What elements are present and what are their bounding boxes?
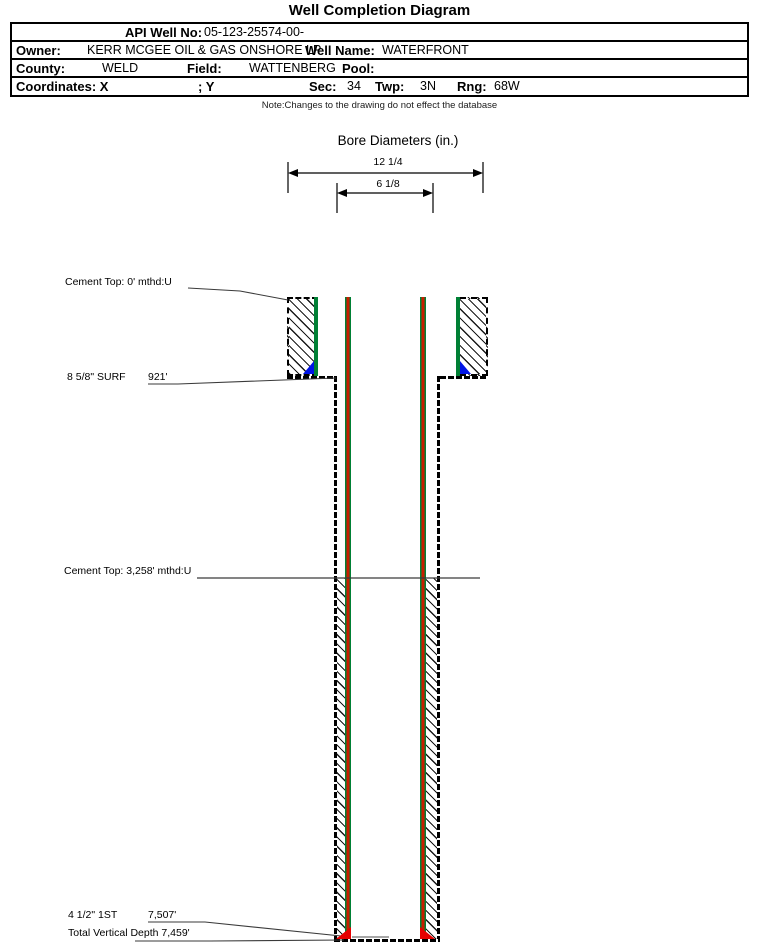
cement-annulus-left [337, 578, 345, 939]
county-value: WELD [102, 61, 139, 75]
well-bottom-line [334, 939, 440, 942]
surface-casing-wall-left [314, 297, 318, 376]
well-name-label: Well Name: [305, 43, 375, 58]
surface-casing-wall-right [456, 297, 460, 376]
cement-top-upper-label: Cement Top: 0' mthd:U [65, 276, 172, 288]
header-row-coordinates [10, 76, 749, 97]
owner-label: Owner: [16, 43, 61, 58]
owner-value: KERR MCGEE OIL & GAS ONSHORE LP [87, 43, 322, 57]
borehole-wall-right [437, 376, 440, 942]
county-label: County: [16, 61, 66, 76]
twp-value: 3N [420, 79, 436, 93]
sec-label: Sec: [309, 79, 337, 94]
header-row-api [10, 22, 749, 42]
arrowhead-left-icon [288, 169, 298, 177]
header-row-county [10, 58, 749, 78]
total-vertical-depth-label: Total Vertical Depth 7,459' [68, 927, 190, 939]
surface-shoe-step-left [287, 376, 334, 379]
pool-label: Pool: [342, 61, 375, 76]
arrowhead-left-icon [337, 189, 347, 197]
leader-cement-top-upper [188, 288, 288, 300]
field-value: WATTENBERG [249, 61, 336, 75]
sec-value: 34 [347, 79, 361, 93]
api-well-no-label: API Well No: [125, 25, 203, 40]
arrowhead-right-icon [473, 169, 483, 177]
cement-top-lower-label: Cement Top: 3,258' mthd:U [64, 565, 192, 577]
bore-diameters-title: Bore Diameters (in.) [337, 133, 459, 148]
page-title: Well Completion Diagram [288, 2, 471, 19]
api-well-no-value: 05-123-25574-00- [204, 25, 305, 39]
coordinates-y-label: ; Y [198, 79, 215, 94]
surface-shoe-step-right [440, 376, 488, 379]
twp-label: Twp: [375, 79, 405, 94]
coordinates-label: Coordinates: X [16, 79, 109, 94]
production-casing-label: 4 1/2" 1ST [68, 909, 118, 921]
production-casing-wall-left [345, 297, 351, 940]
surface-casing-label: 8 5/8" SURF [67, 371, 126, 383]
production-casing-depth-label: 7,507' [148, 909, 177, 921]
rng-value: 68W [494, 79, 520, 93]
database-note: Note:Changes to the drawing do not effect the database [261, 100, 498, 111]
surface-cement-block-right [460, 297, 488, 376]
surface-casing-depth-label: 921' [148, 371, 168, 383]
leader-total-depth [135, 940, 344, 941]
well-name-value: WATERFRONT [382, 43, 469, 57]
header-row-owner [10, 40, 749, 60]
field-label: Field: [187, 61, 222, 76]
inner-bore-diameter-label: 6 1/8 [376, 178, 400, 190]
rng-label: Rng: [457, 79, 487, 94]
outer-bore-diameter-label: 12 1/4 [373, 156, 403, 168]
cement-annulus-right [426, 578, 437, 939]
arrowhead-right-icon [423, 189, 433, 197]
